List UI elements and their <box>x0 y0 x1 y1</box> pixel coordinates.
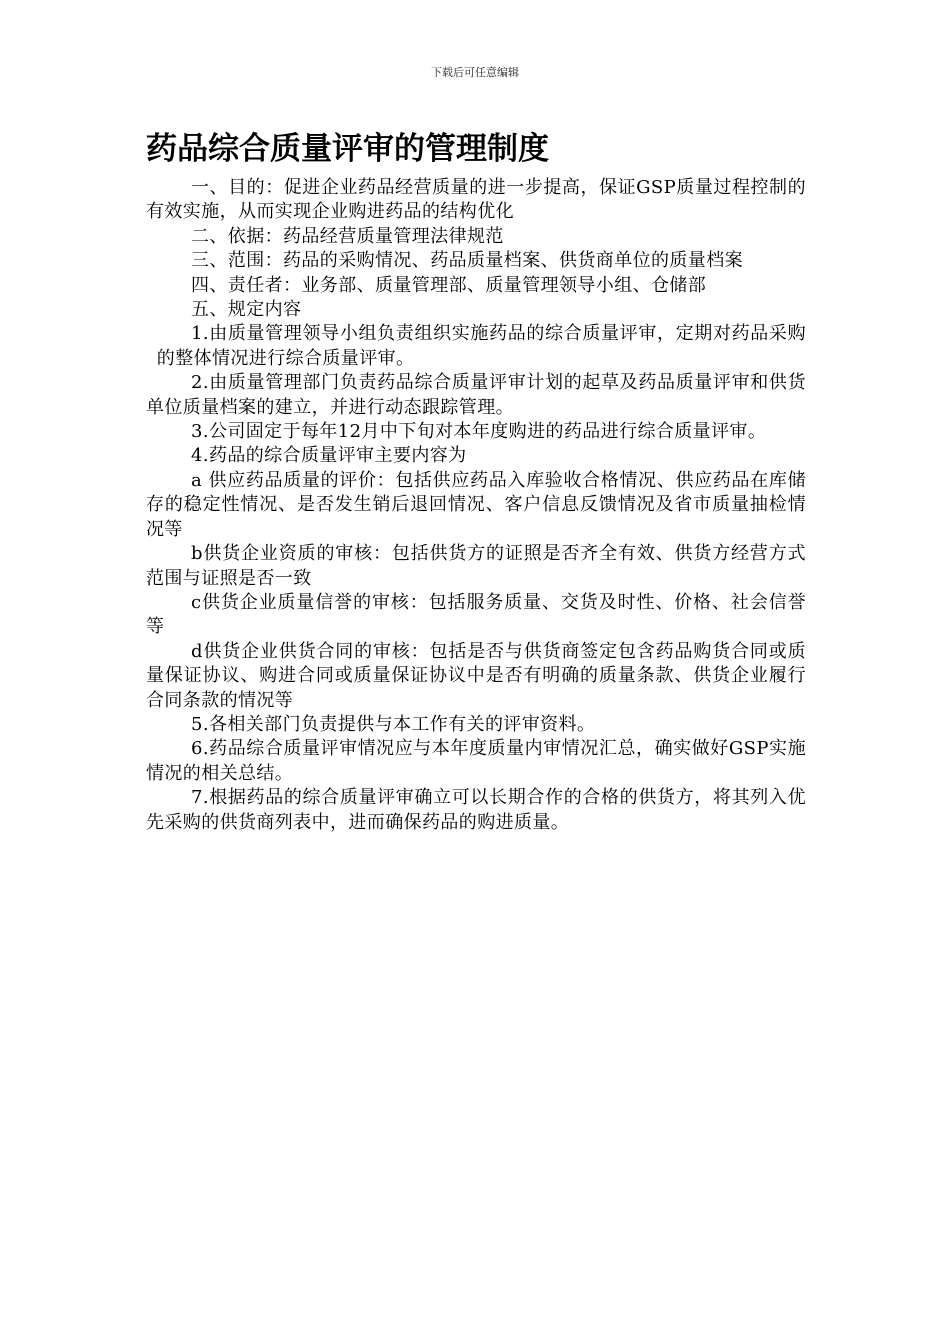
paragraph-item-4c: c供货企业质量信誉的审核：包括服务质量、交货及时性、价格、社会信誉等 <box>146 591 806 638</box>
paragraph-responsible: 四、责任者：业务部、质量管理部、质量管理领导小组、仓储部 <box>191 274 707 296</box>
paragraph-item-4b: b供货企业资质的审核：包括供货方的证照是否齐全有效、供货方经营方式范围与证照是否一致 <box>146 543 806 589</box>
paragraph-item-7: 7.根据药品的综合质量评审确立可以长期合作的合格的供货方，将其列入优先采购的供货商列表中，进而确保药品的购进质量。 <box>146 787 806 833</box>
paragraph-item-4d: d供货企业供货合同的审核：包括是否与供货商签定包含药品购货合同或质量保证协议、购进合同或质量保证协议中是否有明确的质量条款、供货企业履行合同条款的情况等 <box>146 640 806 711</box>
paragraph-item-4: 4.药品的综合质量评审主要内容为 <box>191 445 467 467</box>
paragraph-item-1: 1.由质量管理领导小组负责组织实施药品的综合质量评审，定期对药品采购的整体情况进行综合质量评审。 <box>156 323 806 369</box>
paragraph-item-4a: a 供应药品质量的评价：包括供应药品入库验收合格情况、供应药品在库储存的稳定性情况、是否发生销后退回情况、客户信息反馈情况及省市质量抽检情况等 <box>146 469 806 540</box>
paragraph-item-6: 6.药品综合质量评审情况应与本年度质量内审情况汇总，确实做好GSP实施情况的相关总结。 <box>146 738 806 784</box>
page-header-note: 下载后可任意编辑 <box>431 66 519 79</box>
paragraph-scope: 三、范围：药品的采购情况、药品质量档案、供货商单位的质量档案 <box>191 250 743 272</box>
paragraph-item-2: 2.由质量管理部门负责药品综合质量评审计划的起草及药品质量评审和供货单位质量档案的建立，并进行动态跟踪管理。 <box>146 372 806 418</box>
paragraph-purpose: 一、目的：促进企业药品经营质量的进一步提高，保证GSP质量过程控制的有效实施，从而实现企业购进药品的结构优化 <box>146 177 806 223</box>
paragraph-item-5: 5.各相关部门负责提供与本工作有关的评审资料。 <box>191 713 596 735</box>
paragraph-basis: 二、依据：药品经营质量管理法律规范 <box>191 225 504 247</box>
paragraph-provisions-heading: 五、规定内容 <box>191 299 302 321</box>
paragraph-item-3: 3.公司固定于每年12月中下旬对本年度购进的药品进行综合质量评审。 <box>191 421 767 443</box>
document-title: 药品综合质量评审的管理制度 <box>146 131 549 167</box>
document-body <box>146 176 806 835</box>
